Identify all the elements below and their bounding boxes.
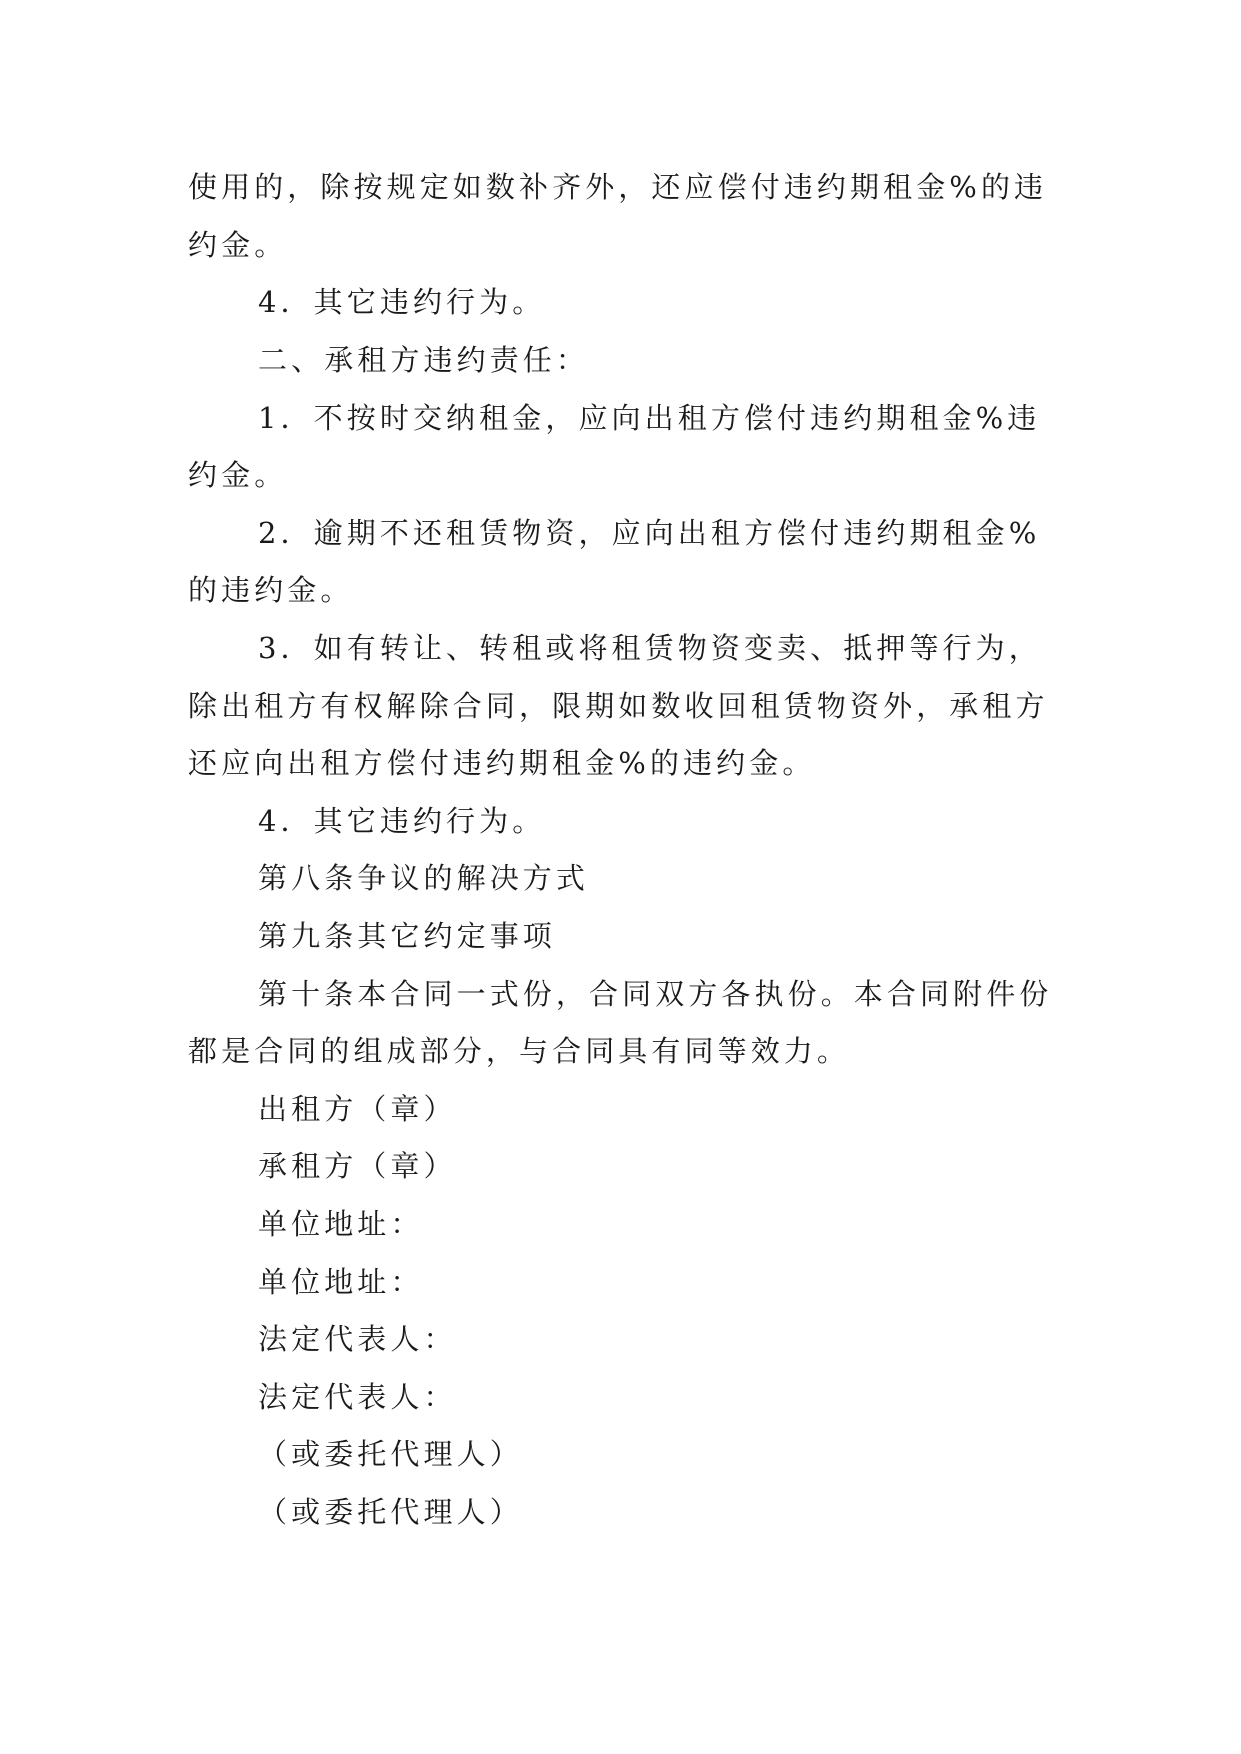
text-line: 约金。 [188,458,288,492]
text-line: 4．其它违约行为。 [258,285,546,319]
text-line: 二、承租方违约责任： [258,343,590,377]
text-line: 约金。 [188,228,288,262]
text-line: 都是合同的组成部分，与合同具有同等效力。 [188,1034,851,1068]
text-line: 第十条本合同一式份，合同双方各执份。本合同附件份 [258,977,1053,1011]
text-line: 法定代表人： [258,1380,457,1414]
text-line: 单位地址： [258,1265,424,1299]
text-line: 第九条其它约定事项 [258,919,556,953]
text-line: 承租方（章） [258,1149,457,1183]
text-line: 的违约金。 [188,573,354,607]
text-line: 法定代表人： [258,1322,457,1356]
text-line: 2．逾期不还租赁物资，应向出租方偿付违约期租金% [258,516,1041,550]
text-line: （或委托代理人） [258,1495,523,1529]
text-line: 还应向出租方偿付违约期租金%的违约金。 [188,746,816,780]
text-line: 4．其它违约行为。 [258,804,546,838]
text-line: （或委托代理人） [258,1437,523,1471]
text-line: 第八条争议的解决方式 [258,861,590,895]
text-line: 单位地址： [258,1207,424,1241]
text-line: 出租方（章） [258,1092,457,1126]
text-line: 除出租方有权解除合同，限期如数收回租赁物资外，承租方 [188,689,1049,723]
text-line: 1．不按时交纳租金，应向出租方偿付违约期租金%违 [258,401,1041,435]
text-line: 使用的，除按规定如数补齐外，还应偿付违约期租金%的违 [188,170,1048,204]
text-line: 3．如有转让、转租或将租赁物资变卖、抵押等行为， [258,631,1042,665]
